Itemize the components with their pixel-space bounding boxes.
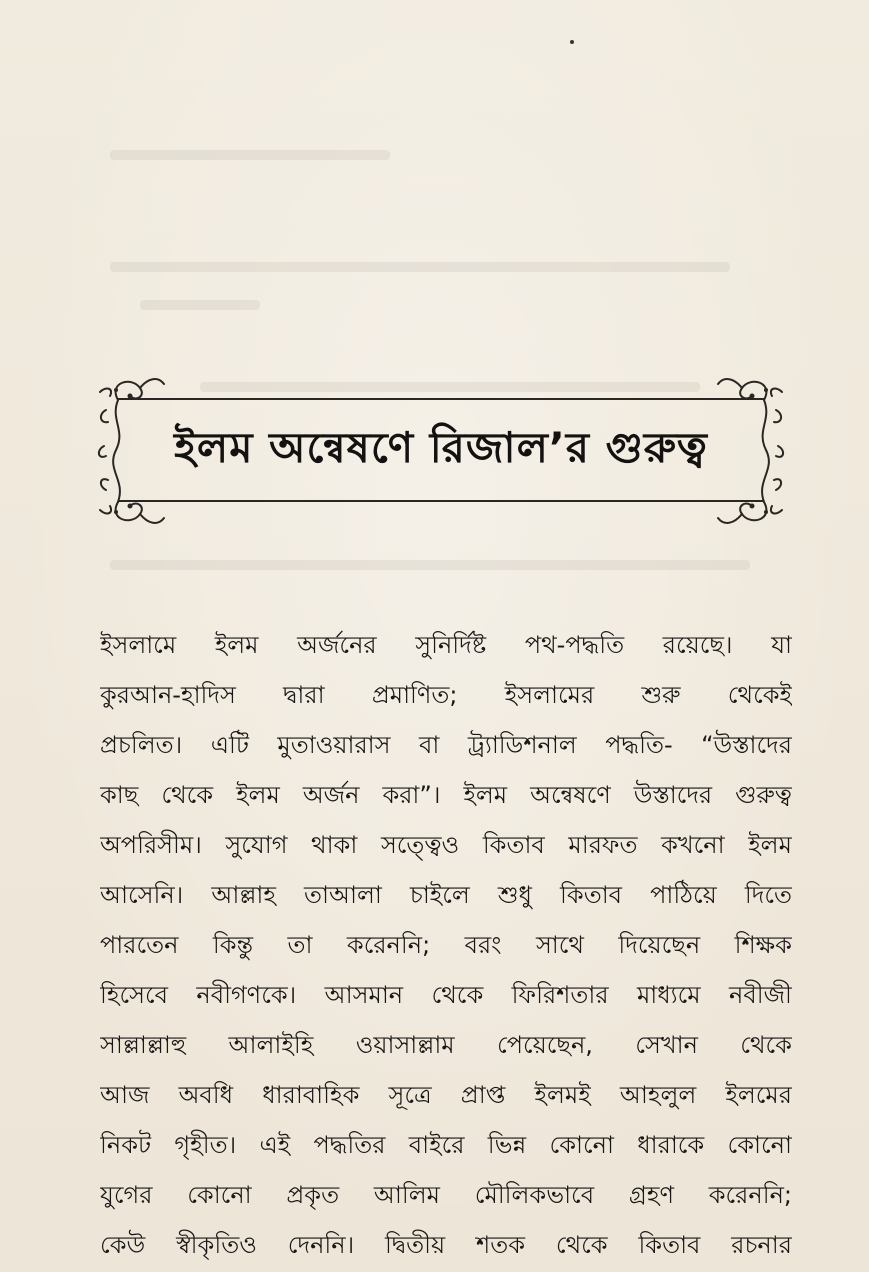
word: যুগের bbox=[100, 1181, 153, 1209]
word: কুরআন-হাদিস bbox=[100, 681, 236, 709]
paper-speck bbox=[570, 40, 574, 44]
word: কোনো bbox=[549, 1131, 614, 1159]
word: ধারাবাহিক bbox=[262, 1081, 360, 1109]
word: অর্জনের bbox=[297, 631, 377, 659]
text-line bbox=[100, 720, 792, 770]
word: ওয়াসাল্লাম bbox=[355, 1031, 455, 1059]
word: মারফত bbox=[568, 831, 638, 859]
word: ইসলামে bbox=[100, 631, 177, 659]
word: থেকে bbox=[555, 1231, 608, 1259]
word: অপরিসীম। bbox=[100, 831, 202, 859]
word: নিকট bbox=[100, 1131, 152, 1159]
word: শিক্ষক bbox=[734, 931, 792, 959]
show-through-text bbox=[140, 300, 260, 310]
word: কোনো bbox=[727, 1131, 792, 1159]
word: আহলুল bbox=[619, 1081, 697, 1109]
show-through-text bbox=[110, 262, 730, 272]
text-line bbox=[100, 1220, 792, 1270]
word: ইলম bbox=[214, 631, 259, 659]
word: থেকে bbox=[740, 1031, 792, 1059]
word: কাছ bbox=[100, 781, 139, 809]
word: আল্লাহ bbox=[211, 881, 276, 909]
word: বা bbox=[419, 731, 440, 759]
word: দিতে bbox=[744, 881, 792, 909]
word: কিতাব bbox=[560, 881, 623, 909]
word: পারতেন bbox=[100, 931, 179, 959]
text-line bbox=[100, 1120, 792, 1170]
word: মুতাওয়ারাস bbox=[277, 731, 391, 759]
show-through-text bbox=[110, 560, 750, 570]
word: রচনার bbox=[731, 1231, 792, 1259]
word: শুধু bbox=[497, 881, 532, 909]
word: দ্বিতীয় bbox=[385, 1231, 446, 1259]
word: পদ্ধতি- bbox=[605, 731, 673, 759]
text-line bbox=[100, 770, 792, 820]
word: চাইলে bbox=[409, 881, 470, 909]
word: পথ-পদ্ধতি bbox=[524, 631, 625, 659]
word: ইলম bbox=[463, 781, 508, 809]
text-line bbox=[100, 920, 792, 970]
text-line bbox=[100, 620, 792, 670]
word: থেকে bbox=[161, 781, 214, 809]
word: পাঠিয়ে bbox=[650, 881, 717, 909]
word: মৌলিকভাবে bbox=[474, 1181, 595, 1209]
title-box bbox=[118, 398, 764, 502]
word: এই bbox=[259, 1131, 291, 1159]
text-line bbox=[100, 970, 792, 1020]
word: ইলমই bbox=[534, 1081, 591, 1109]
word: দ্বারা bbox=[283, 681, 325, 709]
text-line bbox=[100, 1170, 792, 1220]
word: কখনো bbox=[661, 831, 725, 859]
word: প্রচলিত। bbox=[100, 731, 183, 759]
show-through-text bbox=[110, 150, 390, 160]
word: পদ্ধতির bbox=[313, 1131, 386, 1159]
word: আসমান bbox=[324, 981, 404, 1009]
chapter-title: ইলম অন্বেষণে রিজাল’র গুরুত্ব bbox=[174, 422, 708, 472]
word: করেননি; bbox=[346, 931, 431, 959]
word: ইলমের bbox=[725, 1081, 792, 1109]
word: সাথে bbox=[535, 931, 584, 959]
word: শুরু bbox=[641, 681, 681, 709]
word: ফিরিশতার bbox=[511, 981, 609, 1009]
word: কিন্তু bbox=[212, 931, 254, 959]
word: আলিম bbox=[373, 1181, 440, 1209]
text-line bbox=[100, 670, 792, 720]
text-line bbox=[100, 1070, 792, 1120]
text-line bbox=[100, 870, 792, 920]
word: শতক bbox=[476, 1231, 526, 1259]
word: প্রকৃত bbox=[286, 1181, 340, 1209]
word: থেকে bbox=[431, 981, 484, 1009]
text-line bbox=[100, 820, 792, 870]
word: ধারাকে bbox=[637, 1131, 705, 1159]
word: নবীজী bbox=[729, 981, 792, 1009]
word: সুনির্দিষ্ট bbox=[415, 631, 487, 659]
word: দেননি। bbox=[287, 1231, 355, 1259]
word: তা bbox=[287, 931, 313, 959]
body-paragraph bbox=[100, 620, 792, 1270]
word: গ্রহণ bbox=[628, 1181, 674, 1209]
chapter-title-frame bbox=[96, 370, 786, 530]
word: তাআলা bbox=[304, 881, 382, 909]
word: কোনো bbox=[187, 1181, 252, 1209]
word: করেননি; bbox=[708, 1181, 792, 1209]
word: সেখান bbox=[635, 1031, 698, 1059]
word: বরং bbox=[464, 931, 502, 959]
word: উস্তাদের bbox=[633, 781, 713, 809]
word: হিসেবে bbox=[100, 981, 168, 1009]
word: গুরুত্ব bbox=[735, 781, 792, 809]
word: পেয়েছেন, bbox=[496, 1031, 593, 1059]
word: দিয়েছেন bbox=[618, 931, 701, 959]
word: কিতাব bbox=[482, 831, 545, 859]
word: স্বীকৃতিও bbox=[176, 1231, 257, 1259]
word: বাইরে bbox=[408, 1131, 465, 1159]
word: কেউ bbox=[100, 1231, 146, 1259]
word: থেকেই bbox=[727, 681, 792, 709]
word: “উস্তাদের bbox=[701, 731, 792, 759]
word: প্রাপ্ত bbox=[460, 1081, 506, 1109]
word: ইলম bbox=[748, 831, 792, 859]
word: ইলম bbox=[236, 781, 280, 809]
word: অর্জন bbox=[302, 781, 360, 809]
word: ভিন্ন bbox=[487, 1131, 527, 1159]
word: অবধি bbox=[178, 1081, 234, 1109]
word: আজ bbox=[100, 1081, 150, 1109]
word: আলাইহি bbox=[228, 1031, 314, 1059]
word: কিতাব bbox=[638, 1231, 701, 1259]
word: সাল্লাল্লাহু bbox=[100, 1031, 187, 1059]
word: যা bbox=[771, 631, 792, 659]
word: ট্র্যাডিশনাল bbox=[467, 731, 577, 759]
word: আসেনি। bbox=[100, 881, 184, 909]
word: অন্বেষণে bbox=[530, 781, 611, 809]
word: থাকা bbox=[311, 831, 358, 859]
word: করা”। bbox=[382, 781, 441, 809]
word: রয়েছে। bbox=[662, 631, 733, 659]
word: প্রমাণিত; bbox=[371, 681, 458, 709]
word: সুযোগ bbox=[225, 831, 288, 859]
word: গৃহীত। bbox=[174, 1131, 237, 1159]
word: মাধ্যমে bbox=[636, 981, 701, 1009]
word: এটি bbox=[210, 731, 249, 759]
text-line bbox=[100, 1020, 792, 1070]
word: নবীগণকে। bbox=[196, 981, 297, 1009]
word: সত্ত্বেও bbox=[380, 831, 460, 859]
word: সূত্রে bbox=[388, 1081, 432, 1109]
word: ইসলামের bbox=[504, 681, 595, 709]
